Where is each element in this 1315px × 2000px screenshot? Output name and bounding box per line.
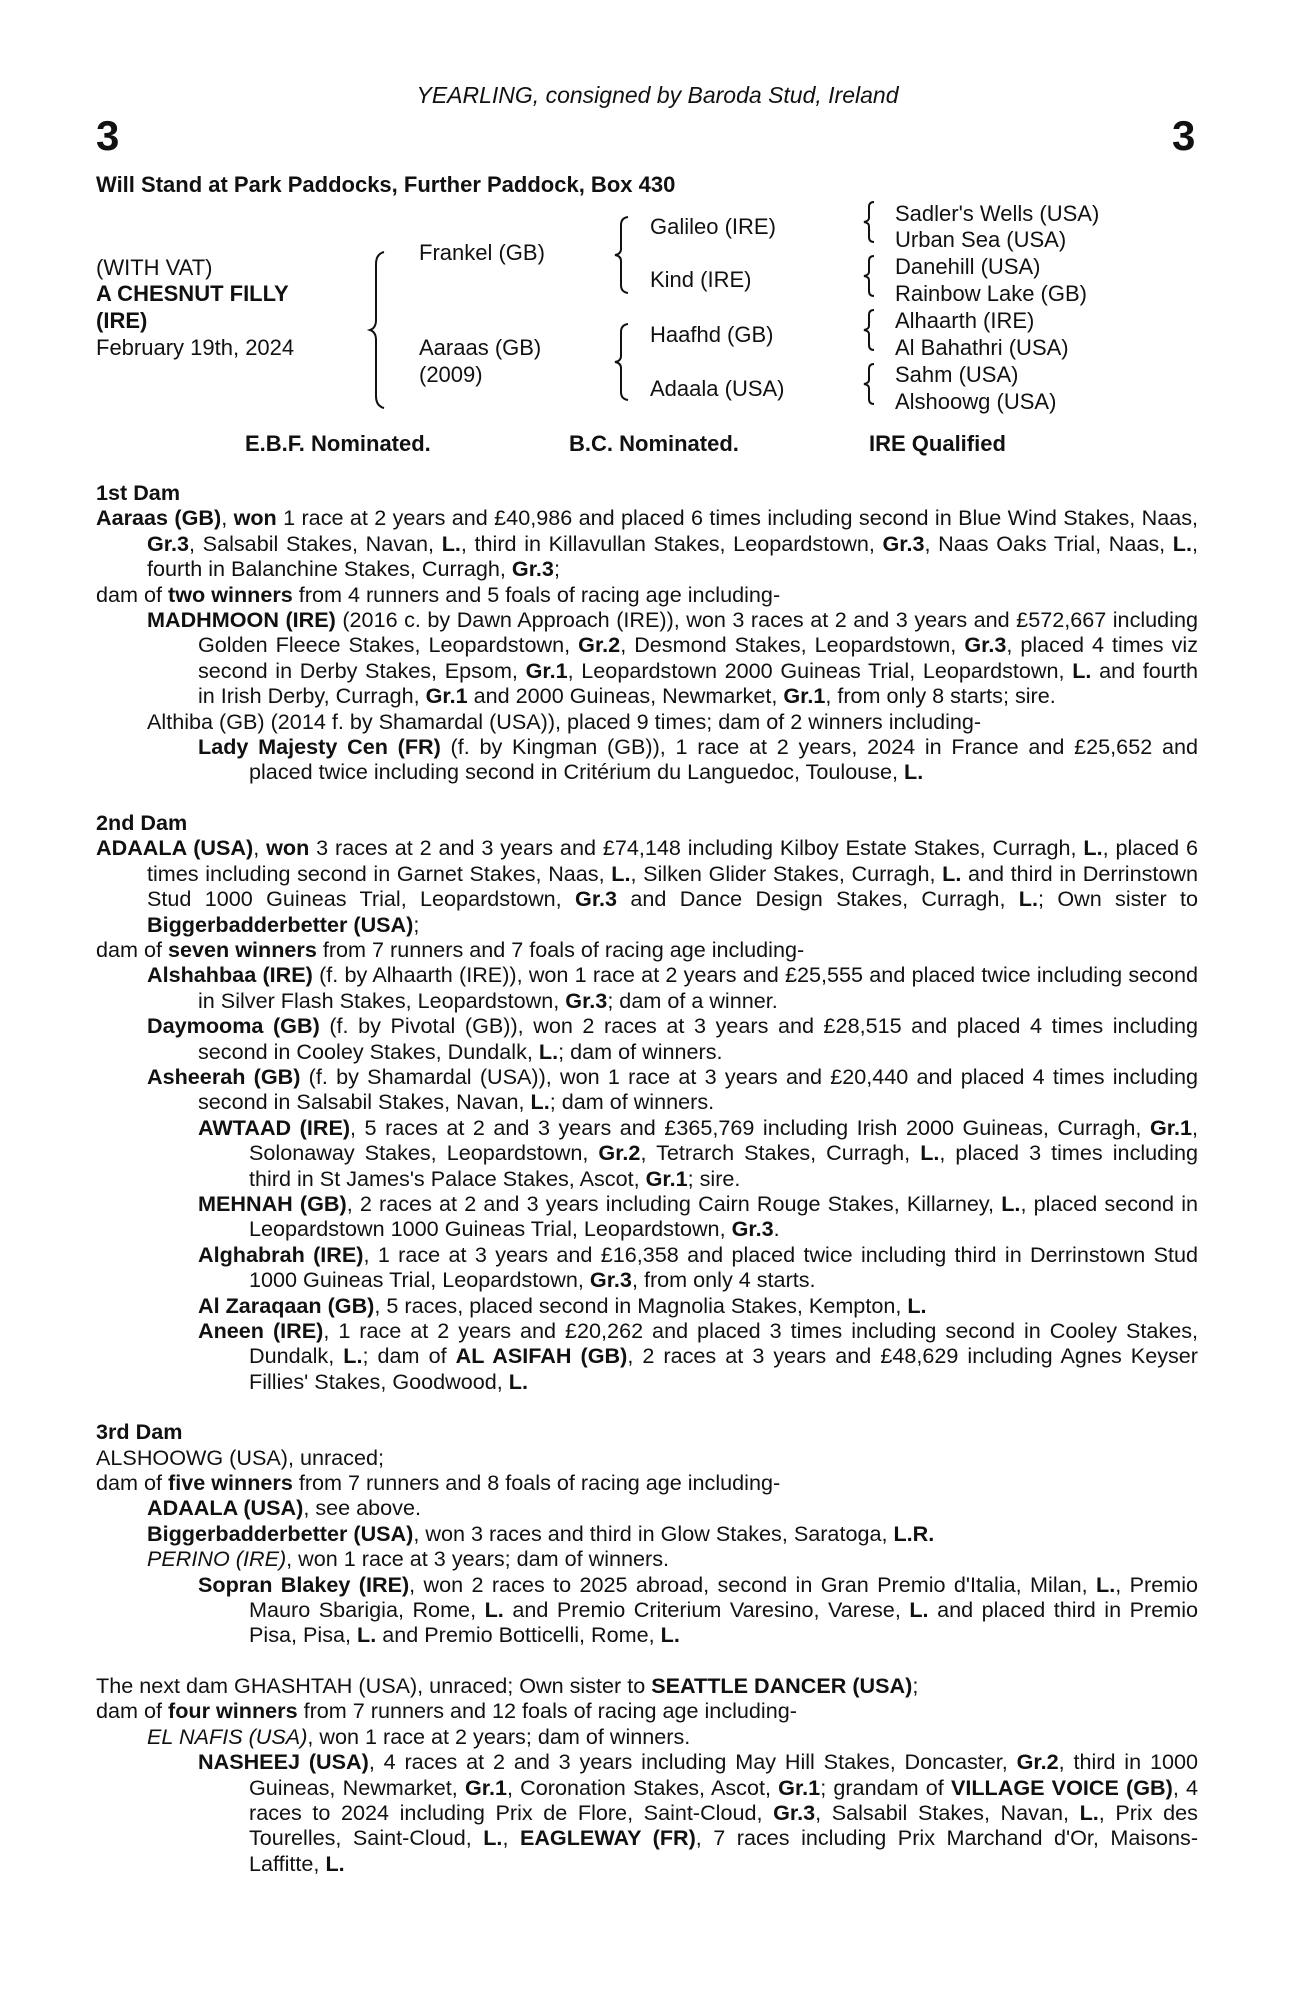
highlighted-text: L. — [325, 1850, 345, 1876]
highlighted-text: MEHNAH (GB) — [198, 1190, 347, 1216]
sire: Frankel (GB) — [419, 240, 545, 265]
highlighted-text: Daymooma (GB) — [147, 1013, 320, 1039]
highlighted-text: MADHMOON (IRE) — [147, 607, 336, 633]
highlighted-text: Gr.1 — [645, 1165, 688, 1191]
highlighted-text: AL ASIFAH (GB) — [455, 1343, 628, 1369]
entry-text: and fourth in Irish Derby, Curragh, — [198, 657, 1198, 709]
highlighted-text: Gr.3 — [964, 632, 1007, 658]
highlighted-text: AWTAAD (IRE) — [198, 1114, 351, 1140]
horse-name: A CHESNUT FILLY — [96, 281, 289, 306]
produce-entry — [96, 1572, 1198, 1648]
highlighted-text: L. — [484, 1597, 504, 1623]
entry-text: from 4 runners and 5 foals of racing age including- — [292, 581, 781, 607]
highlighted-text: L. — [909, 1597, 929, 1623]
produce-entry — [96, 937, 1198, 962]
highlighted-text: Gr.3 — [589, 1267, 632, 1293]
produce-entry — [96, 1673, 1198, 1698]
entry-text: and third in Derrinstown Stud 1000 Guineas Trial, Leopardstown, — [147, 860, 1198, 912]
entry-text: , Desmond Stakes, Leopardstown, — [620, 632, 965, 658]
entry-text: , Prix des Tourelles, Saint-Cloud, — [249, 1799, 1198, 1851]
entry-text: 1 race at 2 years and £40,986 and placed 6 times including second in Blue Wind Stakes, Naas, — [276, 505, 1199, 531]
consignor-heading: YEARLING, consigned by Baroda Stud, Ireland — [416, 82, 899, 108]
entry-text: , 4 races at 2 and 3 years including May Hill Stakes, Doncaster, — [368, 1749, 1017, 1775]
produce-entry — [96, 734, 1198, 785]
entry-text: ALSHOOWG (USA), unraced; — [96, 1444, 384, 1470]
produce-entry — [96, 1191, 1198, 1242]
produce-entry — [96, 607, 1198, 709]
entry-text: ; — [413, 911, 420, 937]
highlighted-text: Aaraas (GB) — [96, 505, 222, 531]
entry-text: (f. by Pivotal (GB)), won 2 races at 3 years and £28,515 and placed 4 times including second in Cooley Stakes, Dundalk, — [198, 1013, 1198, 1064]
highlighted-text: Lady Majesty Cen (FR) — [198, 734, 441, 760]
entry-text: dam of — [96, 1470, 169, 1496]
entry-text: ; dam of — [362, 1343, 456, 1369]
highlighted-text: won — [266, 835, 310, 861]
foaling-date: February 19th, 2024 — [96, 335, 295, 360]
horse-country: (IRE) — [96, 308, 148, 333]
entry-text: , — [221, 505, 234, 531]
entry-text: , won 3 races and third in Glow Stakes, Saratoga, — [413, 1520, 894, 1546]
entry-text: , 1 race at 3 years and £16,358 and placed twice including third in Derrinstown Stud 1000 Guineas Trial, Leopardstown, — [249, 1241, 1198, 1293]
produce-entry — [96, 1242, 1198, 1293]
entry-text: ; dam of winners. — [558, 1038, 723, 1064]
highlighted-text: Gr.3 — [565, 987, 608, 1013]
sire-dam: Kind (IRE) — [650, 267, 752, 292]
highlighted-text: L. — [357, 1622, 377, 1648]
entry-text: and 2000 Guineas, Newmarket, — [467, 683, 784, 709]
entry-text: , won 2 races to 2025 abroad, second in Gran Premio d'Italia, Milan, — [409, 1571, 1097, 1597]
entry-text: and Premio Criterium Varesino, Varese, — [503, 1597, 910, 1623]
lot-number-left: 3 — [96, 112, 120, 159]
produce-entry — [96, 1318, 1198, 1394]
dam: Aaraas (GB) — [419, 335, 542, 360]
highlighted-text: L. — [1083, 835, 1103, 861]
entry-text: The next dam GHASHTAH (USA), unraced; Own sister to — [96, 1672, 652, 1698]
entry-text: , 4 races to 2024 including Prix de Flore, Saint-Cloud, — [249, 1774, 1199, 1825]
highlighted-text: four winners — [168, 1698, 298, 1724]
ancestor-g4: Rainbow Lake (GB) — [895, 281, 1087, 306]
entry-text: , 2 races at 3 years and £48,629 including Agnes Keyser Fillies' Stakes, Goodwood, — [249, 1343, 1198, 1394]
entry-text: , placed second in Leopardstown 1000 Guineas Trial, Leopardstown, — [249, 1190, 1199, 1242]
highlighted-text: L. — [1172, 530, 1192, 556]
produce-entry — [96, 1470, 1198, 1495]
highlighted-text: L. — [1096, 1571, 1116, 1597]
highlighted-text: Gr.2 — [578, 632, 621, 658]
produce-entry — [96, 1013, 1198, 1064]
ancestor-g4: Al Bahathri (USA) — [895, 335, 1069, 360]
lot-number-right: 3 — [1172, 112, 1196, 159]
entry-text: from 7 runners and 12 foals of racing age including- — [297, 1698, 797, 1724]
produce-entry — [96, 1724, 1198, 1749]
highlighted-text: Gr.3 — [773, 1799, 816, 1825]
ancestor-g4: Sahm (USA) — [895, 362, 1019, 387]
highlighted-text: Gr.1 — [464, 1774, 507, 1800]
highlighted-text: L. — [483, 1825, 503, 1851]
ancestor-g4: Sadler's Wells (USA) — [895, 201, 1100, 226]
entry-text: , Premio Mauro Sbarigia, Rome, — [249, 1571, 1198, 1623]
highlighted-text: two winners — [168, 581, 293, 607]
highlighted-text: L. — [1001, 1190, 1021, 1216]
highlighted-text: L. — [1079, 1799, 1099, 1825]
entry-text: Althiba (GB) (2014 f. by Shamardal (USA)), placed 9 times; dam of 2 winners including- — [147, 708, 982, 734]
highlighted-text: L. — [441, 530, 461, 556]
entry-text: . — [773, 1216, 780, 1242]
ebf-nomination: E.B.F. Nominated. — [245, 431, 431, 456]
dam-sire: Haafhd (GB) — [650, 322, 774, 347]
entry-text: (f. by Kingman (GB)), 1 race at 2 years, 2024 in France and £25,652 and placed twice including second in Critérium du Languedoc, Toulouse, — [249, 734, 1198, 785]
sire-sire: Galileo (IRE) — [650, 214, 776, 239]
section-heading: 1st Dam — [96, 480, 181, 505]
ancestor-g4: Alshoowg (USA) — [895, 389, 1057, 414]
highlighted-text: five winners — [168, 1470, 293, 1496]
entry-text: ; — [553, 556, 560, 582]
highlighted-text: L. — [530, 1089, 550, 1115]
entry-text: and Premio Botticelli, Rome, — [376, 1622, 661, 1648]
highlighted-text: L. — [1072, 657, 1092, 683]
brace-icon — [614, 215, 634, 295]
ire-qualified: IRE Qualified — [869, 431, 1006, 456]
entry-text: , Silken Glider Stakes, Curragh, — [630, 860, 943, 886]
entry-text: , won 1 race at 3 years; dam of winners. — [286, 1546, 670, 1572]
entry-text: dam of — [96, 936, 169, 962]
highlighted-text: Al Zaraqaan (GB) — [198, 1292, 375, 1318]
ancestor-g4: Alhaarth (IRE) — [895, 308, 1035, 333]
produce-entry — [96, 962, 1198, 1013]
bc-nomination: B.C. Nominated. — [569, 431, 739, 456]
entry-text: , 1 race at 2 years and £20,262 and placed 3 times including second in Cooley Stakes, Dundalk, — [249, 1318, 1198, 1369]
produce-entry — [96, 1749, 1198, 1876]
highlighted-text: L. — [508, 1368, 528, 1394]
highlighted-text: Gr.1 — [425, 683, 468, 709]
highlighted-text: Gr.1 — [783, 683, 826, 709]
produce-entry — [96, 1698, 1198, 1723]
entry-text: dam of — [96, 1698, 169, 1724]
entry-text: ; — [912, 1672, 919, 1698]
brace-icon — [862, 308, 882, 352]
entry-text: , from only 4 starts. — [631, 1267, 816, 1293]
produce-entry — [96, 1064, 1198, 1115]
produce-entry — [96, 835, 1198, 937]
produce-entry — [96, 1495, 1198, 1520]
highlighted-text: L. — [611, 860, 631, 886]
highlighted-text: Aneen (IRE) — [198, 1318, 324, 1343]
highlighted-text: NASHEEJ (USA) — [198, 1749, 369, 1775]
italic-text: EL NAFIS (USA) — [147, 1723, 308, 1749]
entry-text: and Dance Design Stakes, Curragh, — [617, 886, 1019, 912]
entry-text: , Tetrarch Stakes, Curragh, — [640, 1140, 921, 1166]
highlighted-text: L. — [904, 759, 924, 785]
highlighted-text: L. — [1018, 886, 1038, 912]
entry-text: , Coronation Stakes, Ascot, — [507, 1774, 779, 1800]
section-heading: 2nd Dam — [96, 809, 188, 835]
highlighted-text: Gr.3 — [575, 886, 618, 912]
highlighted-text: VILLAGE VOICE (GB) — [950, 1774, 1173, 1800]
produce-entry — [96, 1293, 1198, 1318]
highlighted-text: ADAALA (USA) — [147, 1495, 304, 1521]
entry-text: and placed third in Premio Pisa, Pisa, — [249, 1597, 1198, 1648]
brace-icon — [614, 322, 634, 402]
highlighted-text: Gr.1 — [525, 657, 568, 683]
highlighted-text: Gr.1 — [1149, 1114, 1192, 1140]
produce-entry — [96, 709, 1198, 734]
entry-text: , see above. — [303, 1495, 421, 1521]
entry-text: , placed 6 times including second in Garnet Stakes, Naas, — [147, 835, 1199, 886]
highlighted-text: Gr.3 — [511, 556, 554, 582]
brace-icon — [862, 362, 882, 406]
entry-text: , 7 races including Prix Marchand d'Or, Maisons-Laffitte, — [249, 1825, 1199, 1876]
entry-text: , won 1 race at 2 years; dam of winners. — [307, 1723, 691, 1749]
highlighted-text: Gr.3 — [147, 530, 190, 556]
entry-text: , Salsabil Stakes, Navan, — [815, 1799, 1080, 1825]
entry-text: , placed 3 times including third in St James's Palace Stakes, Ascot, — [249, 1140, 1198, 1191]
highlighted-text: Biggerbadderbetter (USA) — [147, 911, 414, 937]
entry-text: , 2 races at 2 and 3 years including Cairn Rouge Stakes, Killarney, — [346, 1190, 1002, 1216]
ancestor-g4: Danehill (USA) — [895, 254, 1041, 279]
entry-text: , — [253, 835, 267, 861]
highlighted-text: Asheerah (GB) — [147, 1063, 301, 1089]
italic-text: PERINO (IRE) — [147, 1546, 287, 1572]
entry-text: ; Own sister to — [1037, 886, 1198, 912]
highlighted-text: Alshahbaa (IRE) — [147, 962, 313, 988]
entry-text: ; sire. — [687, 1165, 741, 1191]
highlighted-text: Sopran Blakey (IRE) — [198, 1571, 410, 1597]
highlighted-text: won — [233, 505, 277, 531]
dam-dam: Adaala (USA) — [650, 376, 785, 401]
produce-entry — [96, 1115, 1198, 1191]
highlighted-text: SEATTLE DANCER (USA) — [651, 1672, 913, 1698]
entry-text: , 5 races, placed second in Magnolia Stakes, Kempton, — [374, 1292, 908, 1318]
produce-entry — [96, 1521, 1198, 1546]
highlighted-text: Gr.3 — [882, 530, 925, 556]
entry-text: from 7 runners and 7 foals of racing age including- — [316, 936, 805, 962]
produce-entry — [96, 582, 1198, 607]
entry-text: from 7 runners and 8 foals of racing age including- — [292, 1470, 781, 1496]
highlighted-text: seven winners — [168, 936, 317, 962]
highlighted-text: L. — [660, 1622, 680, 1648]
highlighted-text: Alghabrah (IRE) — [198, 1241, 364, 1267]
entry-text: , Salsabil Stakes, Navan, — [189, 530, 442, 556]
entry-text: , 5 races at 2 and 3 years and £365,769 including Irish 2000 Guineas, Curragh, — [350, 1114, 1150, 1140]
entry-text: , Solonaway Stakes, Leopardstown, — [249, 1114, 1198, 1166]
entry-text: , from only 8 starts; sire. — [825, 683, 1056, 709]
produce-entry — [96, 1445, 1198, 1470]
brace-icon — [862, 254, 882, 298]
highlighted-text: L. — [343, 1343, 363, 1369]
highlighted-text: ADAALA (USA) — [96, 835, 254, 861]
produce-record — [96, 480, 1198, 1876]
dam-year: (2009) — [419, 362, 483, 387]
vat-note: (WITH VAT) — [96, 255, 213, 280]
section-heading: 3rd Dam — [96, 1419, 183, 1445]
highlighted-text: L.R. — [893, 1520, 935, 1546]
entry-text: (f. by Alhaarth (IRE)), won 1 race at 2 years and £25,555 and placed twice including second in Silver Flash Stakes, Leopardstown, — [198, 962, 1198, 1013]
produce-entry — [96, 1546, 1198, 1571]
brace-icon — [370, 250, 390, 410]
entry-text: , Leopardstown 2000 Guineas Trial, Leopardstown, — [567, 657, 1073, 683]
entry-text: , third in Killavullan Stakes, Leopardstown, — [460, 530, 883, 556]
entry-text: dam of — [96, 581, 169, 607]
entry-text: , third in 1000 Guineas, Newmarket, — [249, 1749, 1198, 1800]
entry-text: , — [502, 1825, 520, 1851]
entry-text: , placed 4 times viz second in Derby Stakes, Epsom, — [198, 632, 1198, 683]
entry-text: , Naas Oaks Trial, Naas, — [924, 530, 1173, 556]
highlighted-text: L. — [942, 860, 962, 886]
entry-text: ; dam of a winner. — [607, 987, 778, 1013]
entry-text: , fourth in Balanchine Stakes, Curragh, — [147, 530, 1198, 582]
highlighted-text: Biggerbadderbetter (USA) — [147, 1520, 414, 1546]
highlighted-text: L. — [920, 1140, 940, 1166]
brace-icon — [862, 200, 882, 244]
highlighted-text: Gr.1 — [778, 1774, 821, 1800]
highlighted-text: Gr.3 — [731, 1216, 774, 1242]
entry-text: ; dam of winners. — [549, 1089, 715, 1115]
highlighted-text: L. — [538, 1038, 559, 1064]
produce-entry — [96, 505, 1198, 581]
entry-text: 3 races at 2 and 3 years and £74,148 including Kilboy Estate Stakes, Curragh, — [309, 835, 1084, 861]
entry-text: ; grandam of — [820, 1774, 951, 1800]
entry-text: (f. by Shamardal (USA)), won 1 race at 3 years and £20,440 and placed 4 times including second in Salsabil Stakes, Navan, — [198, 1063, 1198, 1115]
entry-text: (2016 c. by Dawn Approach (IRE)), won 3 races at 2 and 3 years and £572,667 including Golden Fleece Stakes, Leopardstown, — [198, 607, 1198, 658]
highlighted-text: EAGLEWAY (FR) — [519, 1825, 696, 1851]
highlighted-text: Gr.2 — [598, 1140, 641, 1166]
stand-location: Will Stand at Park Paddocks, Further Paddock, Box 430 — [96, 172, 676, 197]
ancestor-g4: Urban Sea (USA) — [895, 227, 1067, 252]
highlighted-text: L. — [907, 1292, 927, 1318]
highlighted-text: Gr.2 — [1016, 1749, 1059, 1775]
